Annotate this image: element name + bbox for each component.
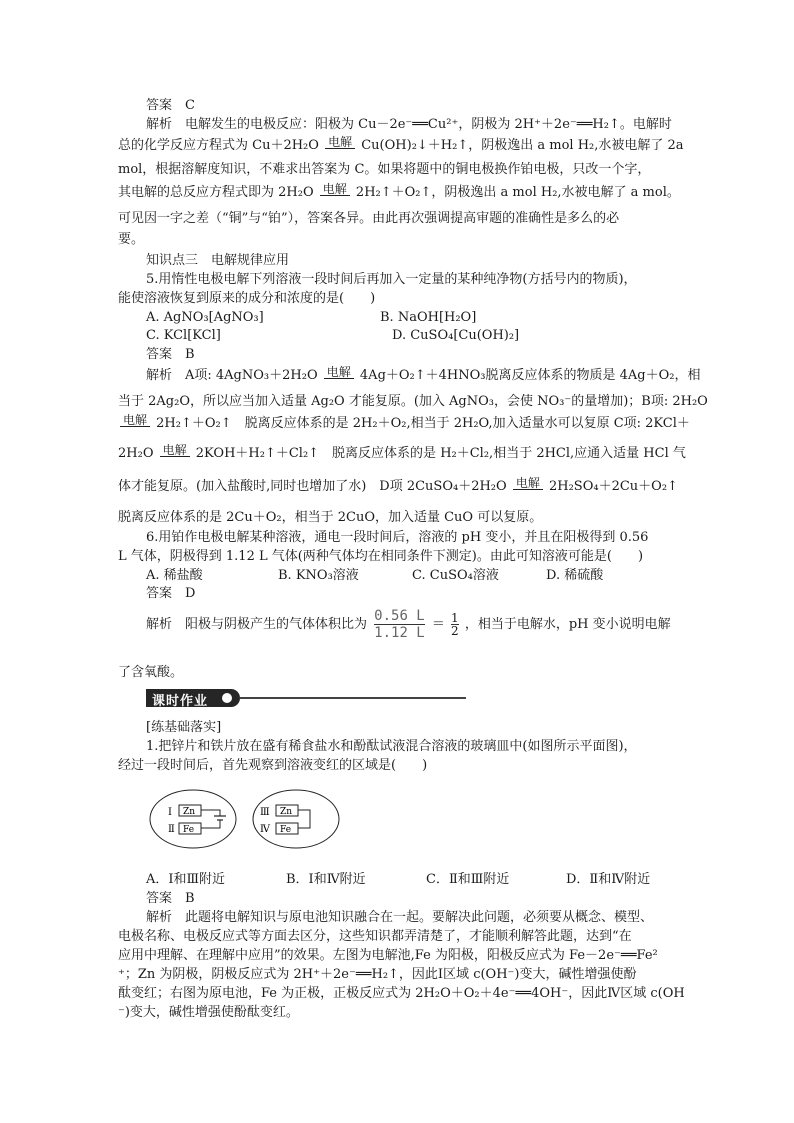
electrolysis-arrow: 电解 bbox=[325, 136, 355, 155]
equation-text: 2KOH＋H₂↑＋Cl₂↑ 脱离反应体系的是 H₂＋Cl₂,相当于 2HCl,应通入适量 HCl 气 bbox=[195, 446, 686, 461]
option-d: D．Ⅱ和Ⅳ附近 bbox=[566, 872, 651, 887]
answer-d: 答案 D bbox=[146, 586, 196, 601]
explanation-text: ，相当于电解水，pH 变小说明电解 bbox=[464, 617, 671, 632]
banner-rule bbox=[240, 697, 466, 699]
option-c: C．Ⅱ和Ⅲ附近 bbox=[426, 872, 510, 887]
equation-text: 2H₂↑＋O₂↑ 脱离反应体系的是 2H₂＋O₂,相当于 2H₂O,加入适量水可以复原 C项: 2KCl＋ bbox=[156, 416, 690, 431]
wire bbox=[298, 810, 310, 828]
answer-b: 答案 B bbox=[146, 347, 195, 362]
one-half-fraction: $\frac{1}{2}$ bbox=[451, 611, 459, 638]
explanation-line: ⁺；Zn 为阴极，阴极反应式为 2H⁺＋2e⁻══H₂↑，因此Ⅰ区域 c(OH⁻)变大，碱性增强使酚 bbox=[118, 967, 637, 982]
explanation-line: 脱离反应体系的是 2Cu＋O₂，相当于 2CuO，加入适量 CuO 可以复原。 bbox=[118, 510, 543, 525]
explanation-line: ⁻)变大，碱性增强使酚酞变红。 bbox=[118, 1005, 299, 1020]
region-label: Ⅲ bbox=[260, 807, 270, 818]
electrolysis-arrow: 电解 bbox=[120, 414, 150, 433]
homework-banner bbox=[146, 689, 466, 707]
question-6: L 气体，阴极得到 1.12 L 气体(两种气体均在相同条件下测定)。由此可知溶液可能是( ) bbox=[118, 549, 644, 564]
metal-label: Zn bbox=[183, 807, 196, 817]
explanation-line bbox=[118, 136, 684, 155]
option-c: C. CuSO₄溶液 bbox=[412, 568, 499, 583]
equation-text: 2H₂SO₄＋2Cu＋O₂↑ bbox=[548, 479, 678, 494]
question-1: 经过一段时间后，首先观察到溶液变红的区域是( ) bbox=[118, 758, 428, 773]
explanation-line: mol，根据溶解度知识，不难求出答案为 C。如果将题中的铜电极换作铂电极，只改一个字， bbox=[118, 162, 651, 177]
equation-text: 体才能复原。(加入盐酸时,同时也增加了水) D项 2CuSO₄＋2H₂O bbox=[118, 479, 507, 494]
question-1: 1.把锌片和铁片放在盛有稀食盐水和酚酞试液混合溶液的玻璃皿中(如图所示平面图)， bbox=[146, 739, 637, 754]
metal-label: Fe bbox=[280, 825, 292, 835]
option-d: D. CuSO₄[Cu(OH)₂] bbox=[392, 328, 520, 343]
equation-text: 解析 A项: 4AgNO₃＋2H₂O bbox=[146, 368, 318, 383]
option-a: A．Ⅰ和Ⅲ附近 bbox=[146, 872, 226, 887]
explanation-line bbox=[118, 444, 686, 463]
option-b: B. KNO₃溶液 bbox=[278, 568, 359, 583]
metal-label: Fe bbox=[183, 825, 195, 835]
cell-diagram bbox=[148, 788, 348, 850]
banner-dot-icon bbox=[222, 693, 232, 703]
explanation-line: 应用中理解、在理解中应用”的效果。左图为电解池,Fe 为阳极，阳极反应式为 Fe－2e⁻══Fe² bbox=[118, 948, 658, 963]
option-d: D. 稀硫酸 bbox=[546, 568, 604, 583]
answer-b: 答案 B bbox=[146, 891, 195, 906]
equation-text: 其电解的总反应方程式即为 2H₂O bbox=[118, 185, 314, 200]
electrolysis-arrow: 电解 bbox=[160, 444, 190, 463]
explanation-line bbox=[146, 608, 671, 641]
region-label: Ⅰ bbox=[168, 807, 172, 818]
explanation-text: 解析 阳极与阴极产生的气体体积比为 bbox=[146, 617, 368, 632]
explanation-line: 了含氧酸。 bbox=[118, 665, 184, 680]
equals-sign: ＝ bbox=[431, 617, 445, 632]
explanation-line bbox=[118, 477, 678, 496]
equation-text: 2H₂O bbox=[118, 446, 154, 461]
question-5: 5.用惰性电极电解下列溶液一段时间后再加入一定量的某种纯净物(方括号内的物质)， bbox=[146, 272, 637, 287]
explanation-line: 酞变红；右图为原电池，Fe 为正极，正极反应式为 2H₂O＋O₂＋4e⁻══4OH⁻，因此Ⅳ区域 c(OH bbox=[118, 986, 685, 1001]
explanation-line bbox=[118, 183, 680, 202]
explanation-line: 解析 此题将电解知识与原电池知识融合在一起。要解决此问题，必须要从概念、模型、 bbox=[146, 910, 654, 925]
volume-ratio-fraction: $\frac{0.56 L}{1.12 L}$ bbox=[374, 608, 425, 641]
explanation-line: 解析 电解发生的电极反应：阳极为 Cu－2e⁻══Cu²⁺，阴极为 2H⁺＋2e⁻══H₂↑。电解时 bbox=[146, 117, 672, 132]
metal-label: Zn bbox=[280, 807, 293, 817]
banner-title: 课时作业 bbox=[152, 694, 209, 709]
equation-text: 4Ag＋O₂↑＋4HNO₃脱离反应体系的物质是 4Ag＋O₂，相 bbox=[359, 368, 701, 383]
electrolysis-arrow: 电解 bbox=[320, 183, 350, 202]
equation-text: Cu(OH)₂↓＋H₂↑，阴极逸出 a mol H₂,水被电解了 2a bbox=[361, 138, 684, 153]
region-label: Ⅱ bbox=[168, 824, 175, 835]
equation-text: 2H₂↑＋O₂↑，阴极逸出 a mol H₂,水被电解了 a mol。 bbox=[355, 185, 680, 200]
option-b: B．Ⅰ和Ⅳ附近 bbox=[286, 872, 366, 887]
explanation-line: 电极名称、电极反应式等方面去区分，这些知识都弄清楚了，才能顺利解答此题，达到“在 bbox=[118, 929, 632, 944]
electrolysis-arrow: 电解 bbox=[324, 366, 354, 385]
explanation-line: 可见因一字之差（“铜”与“铂”），答案各异。由此再次强调提高审题的准确性是多么的必 bbox=[118, 211, 620, 226]
option-a: A. AgNO₃[AgNO₃] bbox=[146, 310, 264, 325]
option-a: A. 稀盐酸 bbox=[146, 568, 203, 583]
question-6: 6.用铂作电极电解某种溶液，通电一段时间后，溶液的 pH 变小，并且在阳极得到 0.56 bbox=[146, 530, 649, 545]
section-title: 知识点三 电解规律应用 bbox=[146, 253, 290, 268]
practice-heading: [练基础落实] bbox=[146, 720, 222, 735]
explanation-line: 当于 2Ag₂O，所以应当加入适量 Ag₂O 才能复原。(加入 AgNO₃，会使 NO₃⁻的量增加)；B项: 2H₂O bbox=[118, 394, 708, 409]
answer-c: 答案 C bbox=[146, 98, 195, 113]
equation-text: 总的化学反应方程式为 Cu＋2H₂O bbox=[118, 138, 319, 153]
region-label: Ⅳ bbox=[260, 824, 270, 835]
explanation-line bbox=[118, 414, 690, 433]
electrolysis-arrow: 电解 bbox=[513, 477, 543, 496]
question-5: 能使溶液恢复到原来的成分和浓度的是( ) bbox=[118, 291, 376, 306]
option-b: B. NaOH[H₂O] bbox=[380, 310, 477, 325]
explanation-line: 要。 bbox=[118, 232, 145, 247]
option-c: C. KCl[KCl] bbox=[146, 328, 221, 343]
explanation-line bbox=[146, 366, 700, 385]
